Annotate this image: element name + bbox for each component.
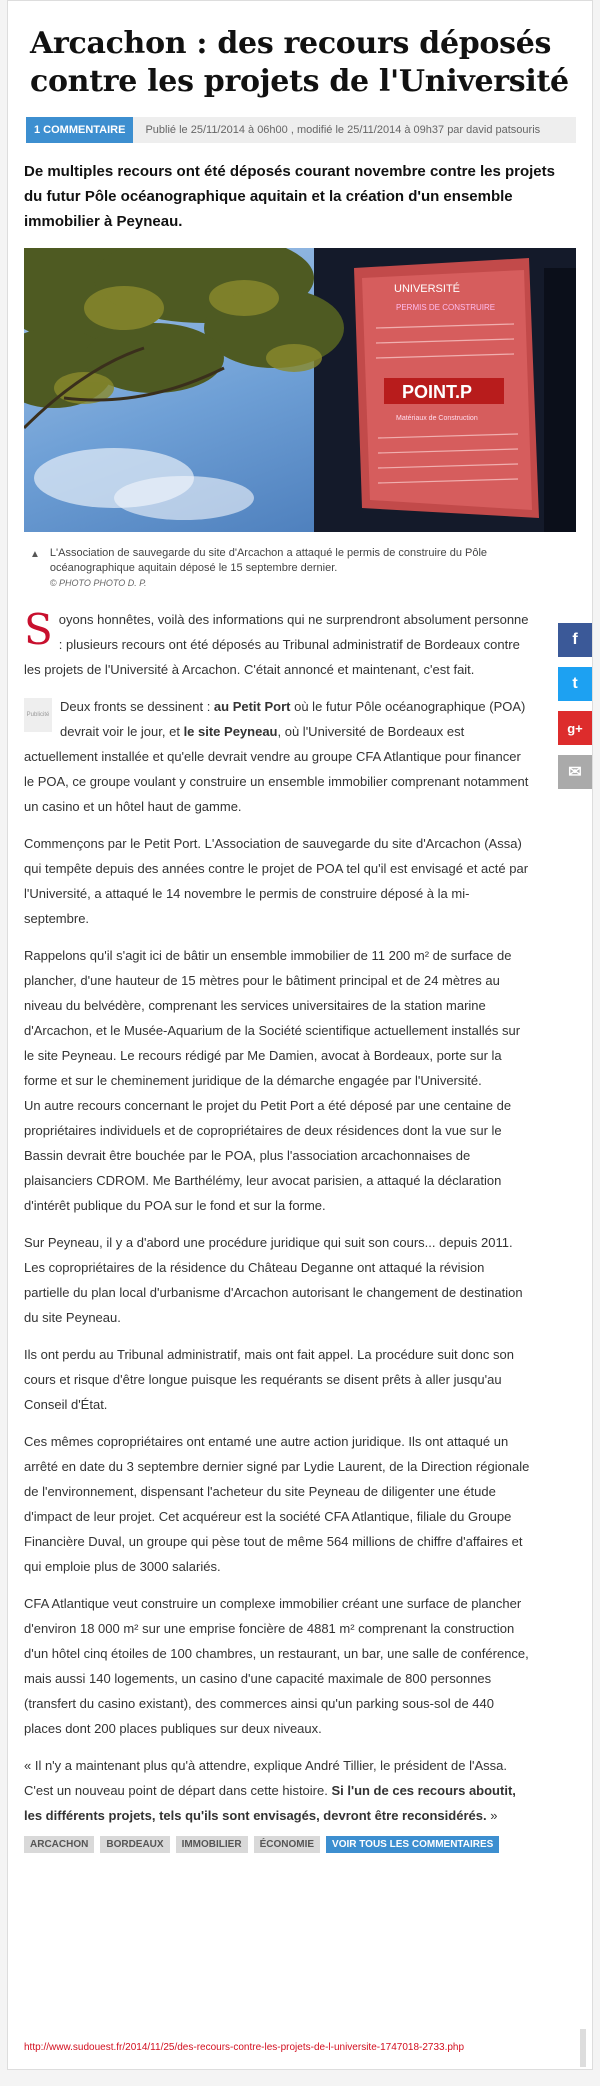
article-page — [7, 0, 593, 2070]
photo-credit: © PHOTO PHOTO D. P. — [49, 578, 147, 588]
sign-materials-text: Matériaux de Construction — [396, 415, 478, 422]
facebook-icon: f — [572, 631, 578, 648]
paragraph-2 — [24, 694, 532, 819]
paragraph-1 — [24, 607, 532, 682]
p9-part-a: « Il n'y a maintenant plus qu'à attendre, explique André Tillier, le président de l'Assa. C'est un nouveau point de départ dans cette histoire. — [24, 1758, 507, 1798]
scrollbar-thumb[interactable] — [580, 2029, 586, 2067]
photo-caption — [30, 546, 574, 591]
paragraph-1-text: oyons honnêtes, voilà des informations qui ne surprendront absolument personne : plusieurs recours ont été déposés au Tribunal administratif de Bordeaux contre les projets de l'Université à Arcachon. C'était annoncé et maintenant, c'est fait. — [24, 612, 529, 677]
google-plus-share-button[interactable] — [558, 711, 592, 745]
sign-brand-text: POINT.P — [402, 382, 473, 402]
tag-bordeaux[interactable]: BORDEAUX — [100, 1836, 169, 1853]
article-meta — [26, 117, 576, 143]
paragraph-4b: Un autre recours concernant le projet du Petit Port a été déposé par une centaine de propriétaires individuels et de copropriétaires de deux résidences dont la vue sur le Bassin devrait être bouchée par le POA, plus l'association arcachonnaises de plaisanciers CDROM. Me Barthélémy, leur avocat parisien, a attaqué la déclaration d'intérêt publique du POA sur le fond et sur la forme. — [24, 1098, 512, 1213]
twitter-share-button[interactable] — [558, 667, 592, 701]
paragraph-4: Rappelons qu'il s'agit ici de bâtir un ensemble immobilier de 11 200 m² de surface de plancher, d'une hauteur de 15 mètres pour le bâtiment principal et de 24 mètres au niveau du belvédère, comprenant les services universitaires de la station marine d'Arcachon, et le Musée-Aquarium de la Société scientifique actuellement installés sur le site Peyneau. Le recours rédigé par Me Damien, avocat à Bordeaux, porte sur la forme et sur le cheminement juridique de la démarche engagée par l'Université. — [24, 948, 521, 1088]
tag-immobilier[interactable]: IMMOBILIER — [176, 1836, 248, 1853]
google-plus-icon: g+ — [567, 720, 583, 736]
p2-part-c: où le futur Pôle océanographique (POA) devrait voir le jour, et — [60, 699, 526, 739]
photo-illustration — [24, 248, 576, 532]
paragraph-3: Commençons par le Petit Port. L'Association de sauvegarde du site d'Arcachon (Assa) qui tempête depuis des années contre le projet de POA tel qu'il est envisagé et acté par l'Université, a attaqué le 14 novembre le permis de construire déposé à la mi-septembre. — [24, 836, 529, 926]
publication-info: Publié le 25/11/2014 à 06h00 , modifié le 25/11/2014 à 09h37 par david patsouris — [133, 117, 576, 143]
sign-permit-text: PERMIS DE CONSTRUIRE — [396, 303, 496, 312]
comments-count-button[interactable]: 1 COMMENTAIRE — [26, 117, 133, 143]
article-lede: De multiples recours ont été déposés courant novembre contre les projets du futur Pôle océanographique aquitain et la création d'un ensemble immobilier à Peyneau. — [24, 163, 555, 230]
twitter-icon: t — [572, 675, 578, 692]
paragraph-6: Ils ont perdu au Tribunal administratif, mais ont fait appel. La procédure suit donc son cours et risque d'être longue puisque les requérants se disent prêts à aller jusqu'au Conseil d'État. — [24, 1347, 514, 1412]
paragraph-8: CFA Atlantique veut construire un complexe immobilier créant une surface de plancher d'environ 18 000 m² sur une emprise foncière de 4881 m² comprenant la construction d'un hôtel cinq étoiles de 100 chambres, un restaurant, un bar, une salle de conférence, mais aussi 140 logements, un casino d'une capacité maximale de 800 personnes (transfert du casino existant), des commerces ainsi qu'un parking sous-sol de 440 places dont 200 places publiques sur deux niveaux. — [24, 1596, 529, 1736]
p2-part-e: , où l'Université de Bordeaux est actuellement installée et qu'elle devrait vendre au groupe CFA Atlantique pour financer le POA, ce groupe voulant y construire un ensemble immobilier comprenant notamment un casino et un hôtel haut de gamme. — [24, 724, 529, 814]
caption-triangle-icon[interactable]: ▲ — [30, 549, 40, 560]
tag-list — [24, 1836, 592, 1853]
caption-text: L'Association de sauvegarde du site d'Arcachon a attaqué le permis de construire du Pôle océanographique aquitain déposé le 15 septembre dernier. — [49, 547, 488, 574]
email-icon: ✉ — [568, 764, 582, 781]
caption-content — [50, 546, 574, 591]
all-comments-button[interactable]: VOIR TOUS LES COMMENTAIRES — [326, 1836, 499, 1853]
p9-quote-bold: Si l'un de ces recours aboutit, les différents projets, tels qu'ils sont envisagés, devront être reconsidérés. — [24, 1783, 516, 1823]
drop-cap: S — [24, 605, 53, 654]
p2-site-peyneau: le site Peyneau — [183, 724, 278, 739]
share-bar — [558, 623, 592, 799]
article-title: Arcachon : des recours déposés contre les projets de l'Université — [30, 26, 569, 99]
p9-part-c: » — [486, 1808, 498, 1823]
article-body — [24, 607, 532, 1828]
p2-petit-port: au Petit Port — [213, 699, 291, 714]
advertisement-placeholder: Publicité — [24, 698, 52, 732]
source-url: http://www.sudouest.fr/2014/11/25/des-recours-contre-les-projets-de-l-universite-1747018-2733.php — [24, 2042, 465, 2053]
paragraph-5: Sur Peyneau, il y a d'abord une procédure juridique qui suit son cours... depuis 2011. Les copropriétaires de la résidence du Château Deganne ont attaqué la révision partielle du plan local d'urbanisme d'Arcachon autorisant le changement de destination du site Peyneau. — [24, 1235, 523, 1325]
tag-economie[interactable]: ÉCONOMIE — [254, 1836, 320, 1853]
paragraph-9 — [24, 1753, 532, 1828]
email-share-button[interactable] — [558, 755, 592, 789]
paragraph-7: Ces mêmes copropriétaires ont entamé une autre action juridique. Ils ont attaqué un arrêté en date du 3 septembre dernier signé par Lydie Laurent, de la Direction régionale de l'environnement, dispensant l'acheteur du site Peyneau de diligenter une étude d'impact de leur projet. Cet acquéreur est la société CFA Atlantique, filiale du Groupe Financière Duval, un groupe qui pèse tout de même 564 millions de chiffre d'affaires et qui emploie plus de 3000 salariés. — [24, 1434, 530, 1574]
facebook-share-button[interactable] — [558, 623, 592, 657]
sign-university-text: UNIVERSITÉ — [394, 283, 461, 295]
article-photo — [24, 248, 576, 532]
tag-arcachon[interactable]: ARCACHON — [24, 1836, 94, 1853]
p2-part-a: Deux fronts se dessinent : — [60, 699, 214, 714]
